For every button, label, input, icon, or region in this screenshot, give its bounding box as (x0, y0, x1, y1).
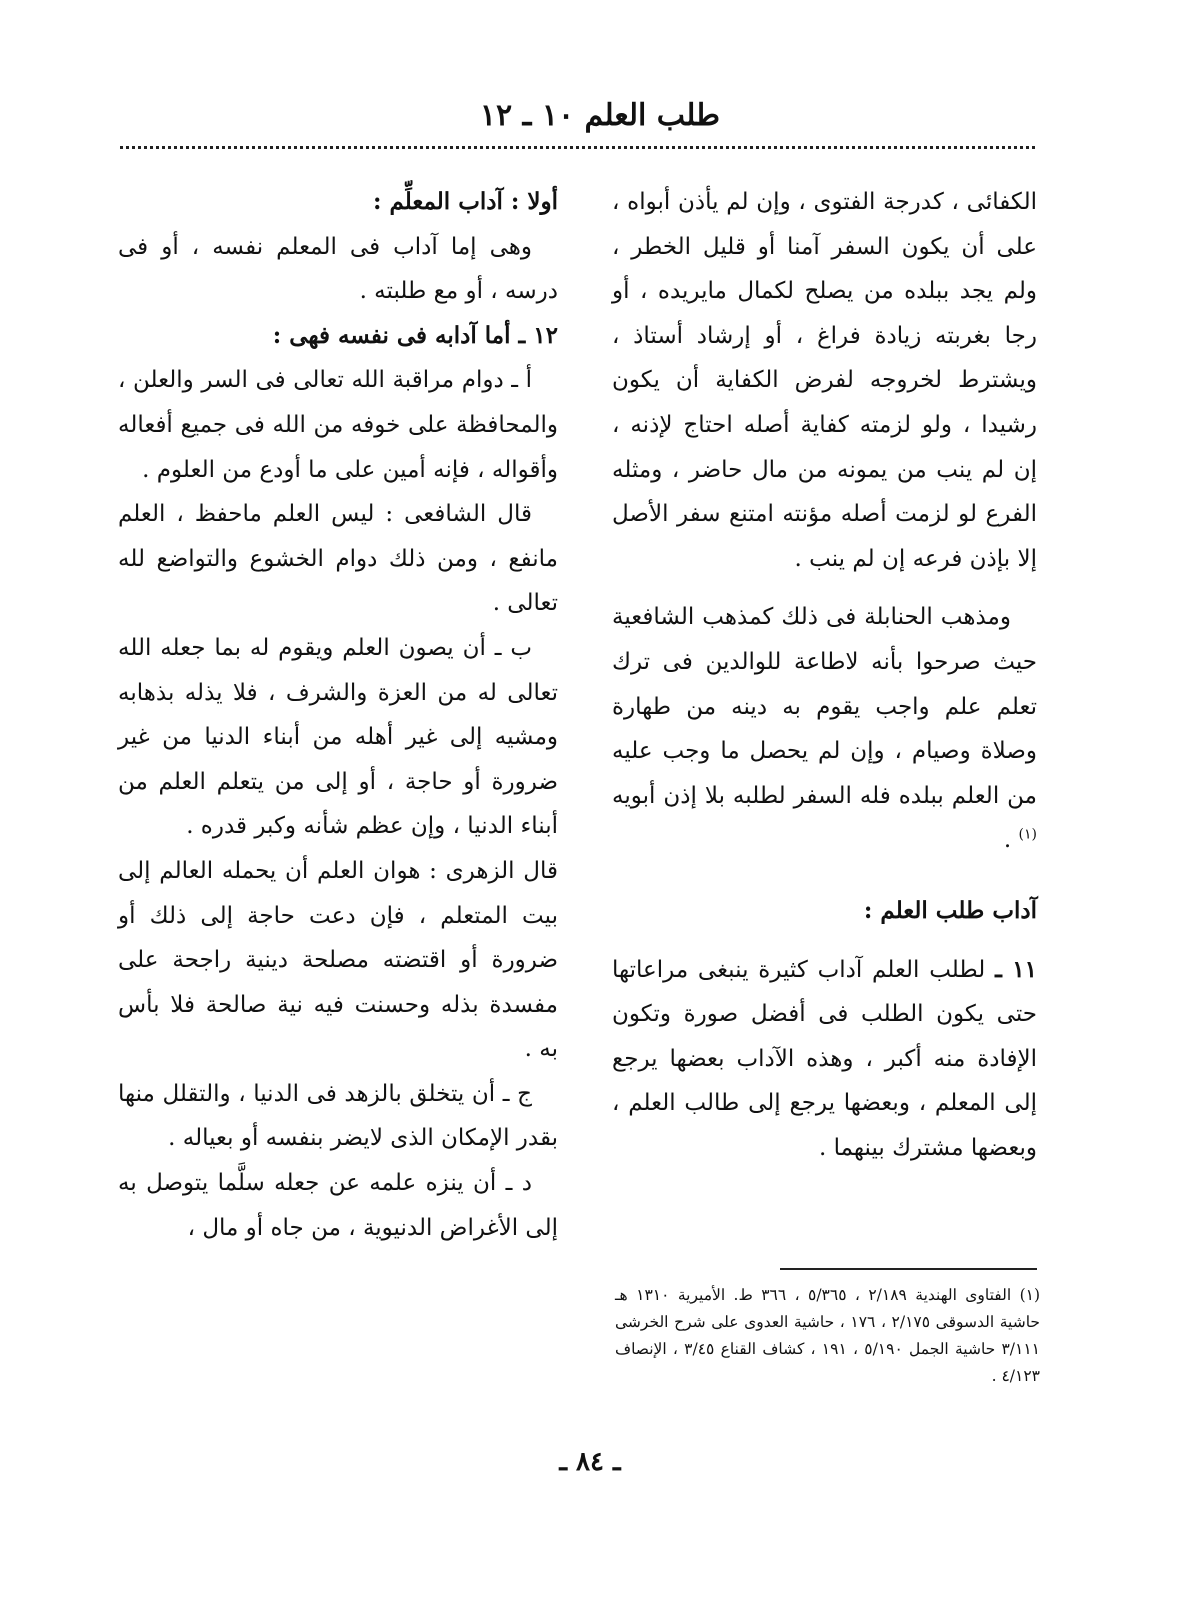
section-heading-etiquette: آداب طلب العلم : (863, 896, 1037, 924)
section-heading-teacher: أولا : آداب المعلِّم : (372, 188, 558, 215)
item-c: ج ـ أن يتخلق بالزهد فى الدنيا ، والتقلل منها بقدر الإمكان الذى لايضر بنفسه أو بعياله . (118, 1080, 558, 1152)
paragraph-teacher-intro: وهى إما آداب فى المعلم نفسه ، أو فى درسه ، أو مع طلبته . (118, 233, 558, 305)
paragraph-11-text: لطلب العلم آداب كثيرة ينبغى مراعاتها حتى يكون الطلب فى أفضل صورة وتكون الإفادة منه أكبر ، وهذه الآداب بعضها يرجع إلى المعلم ، وبعضها يرجع إلى طالب العلم ، وبعضها مشترك بينهما . (612, 956, 1037, 1161)
footnote-reference[interactable]: (١) (1018, 826, 1037, 843)
quote-shafii: قال الشافعى : ليس العلم ماحفظ ، العلم مانفع ، ومن ذلك دوام الخشوع والتواضع لله تعالى . (118, 501, 558, 617)
footnote: (١) الفتاوى الهندية ٢/١٨٩ ، ٥/٣٦٥ ، ٣٦٦ ط. الأميرية ١٣١٠ هـ حاشية الدسوقى ٢/١٧٥ ، ١٧٦ ، حاشية العدوى على شرح الخرشى ٣/١١١ حاشية الجمل ٥/١٩٠ ، ١٩١ ، كشاف القناع ٣/٤٥ ، الإنصاف ٤/١٢٣ . (615, 1286, 1041, 1385)
item-d: د ـ أن ينزه علمه عن جعله سلَّما يتوصل به إلى الأغراض الدنيوية ، من جاه أو مال ، (118, 1170, 558, 1241)
footnote-separator (780, 1268, 1037, 1270)
left-column (118, 180, 558, 1250)
running-header: طلب العلم ١٠ ـ ١٢ (479, 98, 721, 133)
paragraph-number-11: ١١ ـ (995, 955, 1038, 983)
paragraph-11 (612, 948, 1037, 1171)
paragraph-hanabila-end: . (1003, 827, 1019, 854)
paragraph-hanabila (612, 595, 1037, 863)
page-number: ـ ٨٤ ـ (559, 1447, 621, 1477)
paragraph-hanabila-text: ومذهب الحنابلة فى ذلك كمذهب الشافعية حيث صرحوا بأنه لاطاعة للوالدين فى ترك تعلم علم واجب يقوم به دينه من طهارة وصلاة وصيام ، وإن لم يحصل ما وجب عليه من العلم ببلده فله السفر لطلبه بلا إذن أبويه (612, 604, 1037, 809)
item-a: أ ـ دوام مراقبة الله تعالى فى السر والعلن ، والمحافظة على خوفه من الله فى جميع أفعاله وأقواله ، فإنه أمين على ما أودع من العلوم . (118, 367, 558, 483)
item-b: ب ـ أن يصون العلم ويقوم له بما جعله الله تعالى له من العزة والشرف ، فلا يذله بذهابه ومشيه إلى غير أهله من أبناء الدنيا من غير ضرورة أو حاجة ، أو إلى من يتعلم العلم من أبناء الدنيا ، وإن عظم شأنه وكبر قدره . (118, 634, 558, 840)
right-column (612, 180, 1037, 1170)
header-dotted-rule (120, 146, 1035, 149)
subheading-12: ١٢ ـ أما آدابه فى نفسه فهى : (272, 321, 558, 349)
quote-zuhri: قال الزهرى : هوان العلم أن يحمله العالم إلى بيت المتعلم ، فإن دعت حاجة إلى ذلك أو ضرورة أو اقتضته مصلحة دينية راجحة على مفسدة بذله وحسنت فيه نية صالحة فلا بأس به . (118, 857, 558, 1063)
paragraph-kifai: الكفائى ، كدرجة الفتوى ، وإن لم يأذن أبواه ، على أن يكون السفر آمنا أو قليل الخطر ، ولم يجد ببلده من يصلح لكمال مايريده ، أو رجا بغربته زيادة فراغ ، أو إرشاد أستاذ ، ويشترط لخروجه لفرض الكفاية أن يكون رشيدا ، ولو لزمته كفاية أصله احتاج لإذنه ، إن لم ينب من يمونه من مال حاضر ، ومثله الفرع لو لزمت أصله مؤنته امتنع سفر الأصل إلا بإذن فرعه إن لم ينب . (612, 189, 1037, 572)
